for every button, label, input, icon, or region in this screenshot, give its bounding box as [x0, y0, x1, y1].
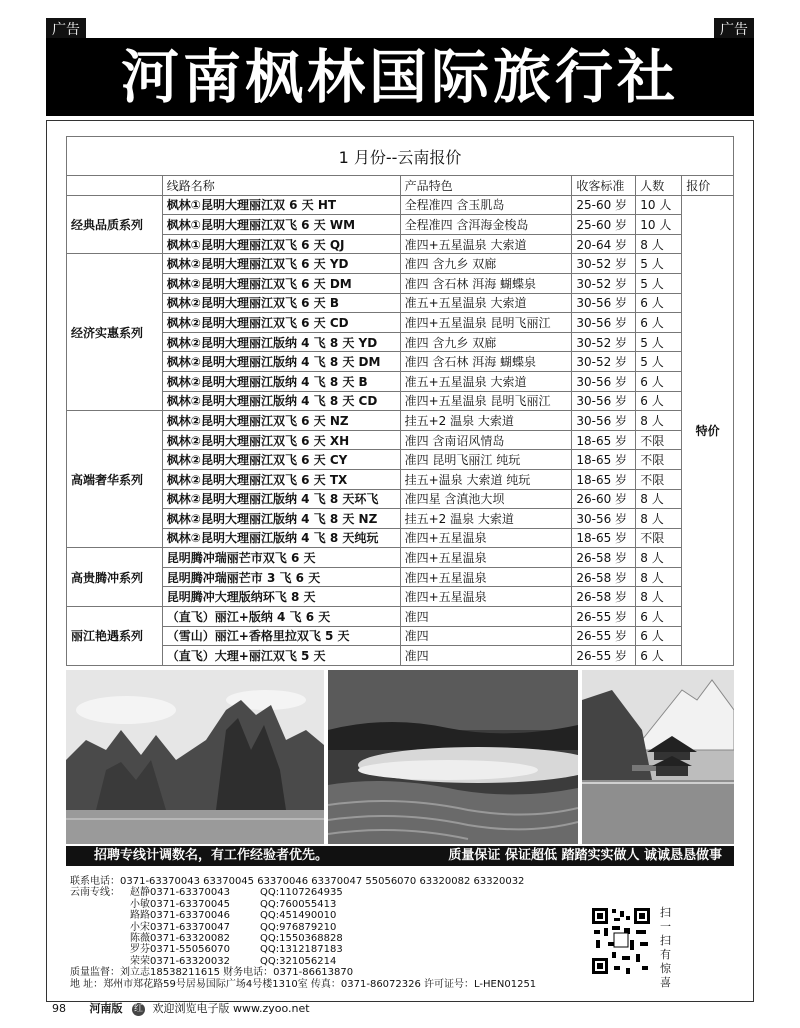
photo-stone-forest — [66, 670, 324, 844]
contact-qq: QQ:1312187183 — [260, 944, 343, 956]
table-row — [67, 195, 734, 215]
age-cell: 30-56 岁 — [572, 313, 636, 333]
qr-code[interactable] — [590, 906, 652, 976]
contact-qq: QQ:760055413 — [260, 898, 337, 910]
count-cell: 5 人 — [636, 254, 682, 274]
series-name: 经济实惠系列 — [67, 254, 163, 411]
series-name: 经典品质系列 — [67, 195, 163, 254]
route-cell: 枫林②昆明大理丽江双飞 6 天 CY — [162, 450, 400, 470]
table-row — [67, 607, 734, 627]
age-cell: 26-55 岁 — [572, 626, 636, 646]
feature-cell: 挂五+2 温泉 大索道 — [400, 411, 572, 431]
feature-cell: 准四+五星温泉 — [400, 587, 572, 607]
table-row — [67, 626, 734, 646]
photo-terraced-fields — [328, 670, 578, 844]
contact-person-row — [70, 933, 590, 944]
photo-black-dragon-pool — [582, 670, 734, 844]
feature-cell: 准四+五星温泉 昆明飞丽江 — [400, 391, 572, 411]
count-cell: 8 人 — [636, 411, 682, 431]
table-row — [67, 646, 734, 666]
count-cell: 8 人 — [636, 509, 682, 529]
feature-cell: 全程准四 含洱海金梭岛 — [400, 215, 572, 235]
age-cell: 18-65 岁 — [572, 430, 636, 450]
age-cell: 18-65 岁 — [572, 528, 636, 548]
page-footer — [52, 1000, 310, 1016]
table-row — [67, 411, 734, 431]
route-cell: 枫林②昆明大理丽江双飞 6 天 CD — [162, 313, 400, 333]
series-name: 高贵腾冲系列 — [67, 548, 163, 607]
agency-title-banner: 河南枫林国际旅行社 — [46, 38, 754, 116]
route-cell: 昆明腾冲瑞丽芒市双飞 6 天 — [162, 548, 400, 568]
edition-label: 河南版 — [89, 1002, 123, 1015]
age-cell: 26-58 岁 — [572, 548, 636, 568]
count-cell: 不限 — [636, 528, 682, 548]
age-cell: 26-55 岁 — [572, 646, 636, 666]
quality-slogan: 质量保证 保证超低 踏踏实实做人 诚诚恳恳做事 — [448, 848, 722, 863]
photo-strip — [66, 670, 734, 844]
phone-row — [70, 876, 590, 887]
feature-cell: 准四星 含滇池大坝 — [400, 489, 572, 509]
address-row — [70, 979, 590, 990]
contact-person-row — [70, 910, 590, 921]
website-note[interactable]: 欢迎浏览电子版 www.zyoo.net — [152, 1002, 310, 1015]
phone-numbers: 0371-63370043 63370045 63370046 63370047 55056070 63320082 63320032 — [120, 876, 525, 887]
count-cell: 6 人 — [636, 607, 682, 627]
contact-qq: QQ:1107264935 — [260, 887, 343, 899]
age-cell: 25-60 岁 — [572, 215, 636, 235]
contact-name-phone: 荣荣0371-63320032 — [130, 955, 230, 967]
table-row — [67, 215, 734, 235]
count-cell: 5 人 — [636, 273, 682, 293]
feature-cell: 全程准四 含玉肌岛 — [400, 195, 572, 215]
feature-cell: 准四 含石林 洱海 蝴蝶泉 — [400, 273, 572, 293]
route-cell: 枫林②昆明大理丽江双飞 6 天 TX — [162, 469, 400, 489]
age-cell: 26-60 岁 — [572, 489, 636, 509]
contact-name-phone: 小敏0371-63370045 — [130, 898, 230, 910]
age-cell: 20-64 岁 — [572, 234, 636, 254]
age-cell: 26-58 岁 — [572, 587, 636, 607]
ad-tag-right: 广告 — [714, 18, 754, 40]
table-row — [67, 430, 734, 450]
route-cell: 枫林②昆明大理丽江双飞 6 天 YD — [162, 254, 400, 274]
route-cell: （雪山）丽江+香格里拉双飞 5 天 — [162, 626, 400, 646]
route-cell: 枫林②昆明大理丽江双飞 6 天 NZ — [162, 411, 400, 431]
age-cell: 30-56 岁 — [572, 509, 636, 529]
contact-block — [70, 876, 590, 990]
address-value: 郑州市郑花路59号居易国际广场4号楼1310室 传真：0371-86072326 许可证号：L-HEN01251 — [103, 978, 537, 990]
route-cell: 枫林①昆明大理丽江双飞 6 天 WM — [162, 215, 400, 235]
route-cell: 枫林②昆明大理丽江版纳 4 飞 8 天 DM — [162, 352, 400, 372]
feature-cell: 准四+五星温泉 — [400, 548, 572, 568]
route-cell: 枫林①昆明大理丽江双飞 6 天 QJ — [162, 234, 400, 254]
table-row — [67, 352, 734, 372]
age-cell: 26-58 岁 — [572, 567, 636, 587]
route-cell: 枫林①昆明大理丽江双 6 天 HT — [162, 195, 400, 215]
recruitment-slogan: 招聘专线计调数名，有工作经验者优先。 — [94, 848, 329, 863]
age-cell: 30-56 岁 — [572, 371, 636, 391]
table-row — [67, 293, 734, 313]
table-title: 1 月份--云南报价 — [67, 137, 734, 176]
route-cell: 枫林②昆明大理丽江双飞 6 天 XH — [162, 430, 400, 450]
age-cell: 18-65 岁 — [572, 450, 636, 470]
feature-cell: 准四 含九乡 双廊 — [400, 332, 572, 352]
page-number: 98 — [52, 1002, 66, 1015]
count-cell: 6 人 — [636, 313, 682, 333]
feature-cell: 挂五+温泉 大索道 纯玩 — [400, 469, 572, 489]
table-row — [67, 273, 734, 293]
route-cell: 枫林②昆明大理丽江版纳 4 飞 8 天 CD — [162, 391, 400, 411]
table-row — [67, 489, 734, 509]
quality-label: 质量监督： — [70, 967, 120, 979]
table-row — [67, 450, 734, 470]
feature-cell: 准四+五星温泉 大索道 — [400, 234, 572, 254]
header-price: 报价 — [682, 176, 734, 196]
header-feature: 产品特色 — [400, 176, 572, 196]
route-cell: （直飞）大理+丽江双飞 5 天 — [162, 646, 400, 666]
count-cell: 不限 — [636, 430, 682, 450]
slogan-bar — [66, 846, 734, 866]
header-route: 线路名称 — [162, 176, 400, 196]
contact-name-phone: 路路0371-63370046 — [130, 910, 230, 922]
feature-cell: 准四 — [400, 646, 572, 666]
ad-tag-left: 广告 — [46, 18, 86, 40]
count-cell: 5 人 — [636, 352, 682, 372]
header-age: 收客标准 — [572, 176, 636, 196]
count-cell: 8 人 — [636, 489, 682, 509]
feature-cell: 准四 — [400, 626, 572, 646]
feature-cell: 准四 含石林 洱海 蝴蝶泉 — [400, 352, 572, 372]
age-cell: 30-56 岁 — [572, 411, 636, 431]
count-cell: 10 人 — [636, 215, 682, 235]
count-cell: 8 人 — [636, 548, 682, 568]
table-row — [67, 313, 734, 333]
contact-name-phone: 赵静0371-63370043 — [130, 887, 230, 899]
count-cell: 8 人 — [636, 234, 682, 254]
route-cell: （直飞）丽江+版纳 4 飞 6 天 — [162, 607, 400, 627]
table-row — [67, 469, 734, 489]
contact-person-row — [70, 922, 590, 933]
route-cell: 枫林②昆明大理丽江版纳 4 飞 8 天 YD — [162, 332, 400, 352]
age-cell: 25-60 岁 — [572, 195, 636, 215]
special-price-cell: 特价 — [682, 195, 734, 665]
age-cell: 26-55 岁 — [572, 607, 636, 627]
table-row — [67, 548, 734, 568]
contact-qq: QQ:451490010 — [260, 910, 337, 922]
count-cell: 10 人 — [636, 195, 682, 215]
route-cell: 枫林②昆明大理丽江双飞 6 天 B — [162, 293, 400, 313]
age-cell: 30-52 岁 — [572, 254, 636, 274]
table-row — [67, 371, 734, 391]
count-cell: 8 人 — [636, 587, 682, 607]
yunnan-line-label: 云南专线： — [70, 887, 120, 899]
contact-person-row — [70, 944, 590, 955]
series-name: 丽江艳遇系列 — [67, 607, 163, 666]
age-cell: 30-52 岁 — [572, 273, 636, 293]
feature-cell: 准五+五星温泉 大索道 — [400, 371, 572, 391]
contact-name-phone: 罗芬0371-55056070 — [130, 944, 230, 956]
table-row — [67, 567, 734, 587]
count-cell: 6 人 — [636, 293, 682, 313]
feature-cell: 准四 含九乡 双廊 — [400, 254, 572, 274]
count-cell: 6 人 — [636, 626, 682, 646]
table-row — [67, 391, 734, 411]
phone-label: 联系电话： — [70, 876, 120, 887]
feature-cell: 准四 — [400, 607, 572, 627]
count-cell: 6 人 — [636, 391, 682, 411]
table-row — [67, 234, 734, 254]
feature-cell: 准四+五星温泉 — [400, 528, 572, 548]
contact-qq: QQ:1550368828 — [260, 933, 343, 945]
feature-cell: 准四 昆明飞丽江 纯玩 — [400, 450, 572, 470]
contact-person-row — [70, 887, 590, 898]
age-cell: 30-52 岁 — [572, 352, 636, 372]
table-row — [67, 254, 734, 274]
route-cell: 枫林②昆明大理丽江版纳 4 飞 8 天纯玩 — [162, 528, 400, 548]
count-cell: 8 人 — [636, 567, 682, 587]
edition-badge-icon: 红 — [133, 1003, 143, 1014]
age-cell: 30-56 岁 — [572, 293, 636, 313]
feature-cell: 准四 含南诏风情岛 — [400, 430, 572, 450]
header-blank — [67, 176, 163, 196]
count-cell: 不限 — [636, 469, 682, 489]
scan-prompt: 扫一扫有惊喜 — [660, 906, 671, 989]
route-cell: 枫林②昆明大理丽江版纳 4 飞 8 天 B — [162, 371, 400, 391]
age-cell: 30-52 岁 — [572, 332, 636, 352]
route-cell: 枫林②昆明大理丽江双飞 6 天 DM — [162, 273, 400, 293]
route-cell: 昆明腾冲大理版纳环飞 8 天 — [162, 587, 400, 607]
contact-name-phone: 小宋0371-63370047 — [130, 921, 230, 933]
contact-qq: QQ:976879210 — [260, 921, 337, 933]
feature-cell: 准四+五星温泉 昆明飞丽江 — [400, 313, 572, 333]
address-label: 地 址： — [70, 978, 104, 990]
route-cell: 枫林②昆明大理丽江版纳 4 飞 8 天环飞 — [162, 489, 400, 509]
quality-row — [70, 967, 590, 978]
series-name: 高端奢华系列 — [67, 411, 163, 548]
count-cell: 6 人 — [636, 646, 682, 666]
route-cell: 枫林②昆明大理丽江版纳 4 飞 8 天 NZ — [162, 509, 400, 529]
age-cell: 30-56 岁 — [572, 391, 636, 411]
contact-person-row — [70, 956, 590, 967]
count-cell: 6 人 — [636, 371, 682, 391]
table-row — [67, 587, 734, 607]
yunnan-price-table — [66, 136, 734, 666]
count-cell: 5 人 — [636, 332, 682, 352]
yunnan-line-contacts — [70, 887, 590, 967]
quality-value: 刘立志18538211615 财务电话：0371-86613870 — [120, 967, 354, 979]
age-cell: 18-65 岁 — [572, 469, 636, 489]
table-row — [67, 332, 734, 352]
feature-cell: 准四+五星温泉 — [400, 567, 572, 587]
feature-cell: 挂五+2 温泉 大索道 — [400, 509, 572, 529]
table-row — [67, 528, 734, 548]
count-cell: 不限 — [636, 450, 682, 470]
header-count: 人数 — [636, 176, 682, 196]
table-row — [67, 509, 734, 529]
contact-qq: QQ:321056214 — [260, 955, 337, 967]
contact-name-phone: 陈薇0371-63320082 — [130, 933, 230, 945]
contact-person-row — [70, 899, 590, 910]
feature-cell: 准五+五星温泉 大索道 — [400, 293, 572, 313]
route-cell: 昆明腾冲瑞丽芒市 3 飞 6 天 — [162, 567, 400, 587]
